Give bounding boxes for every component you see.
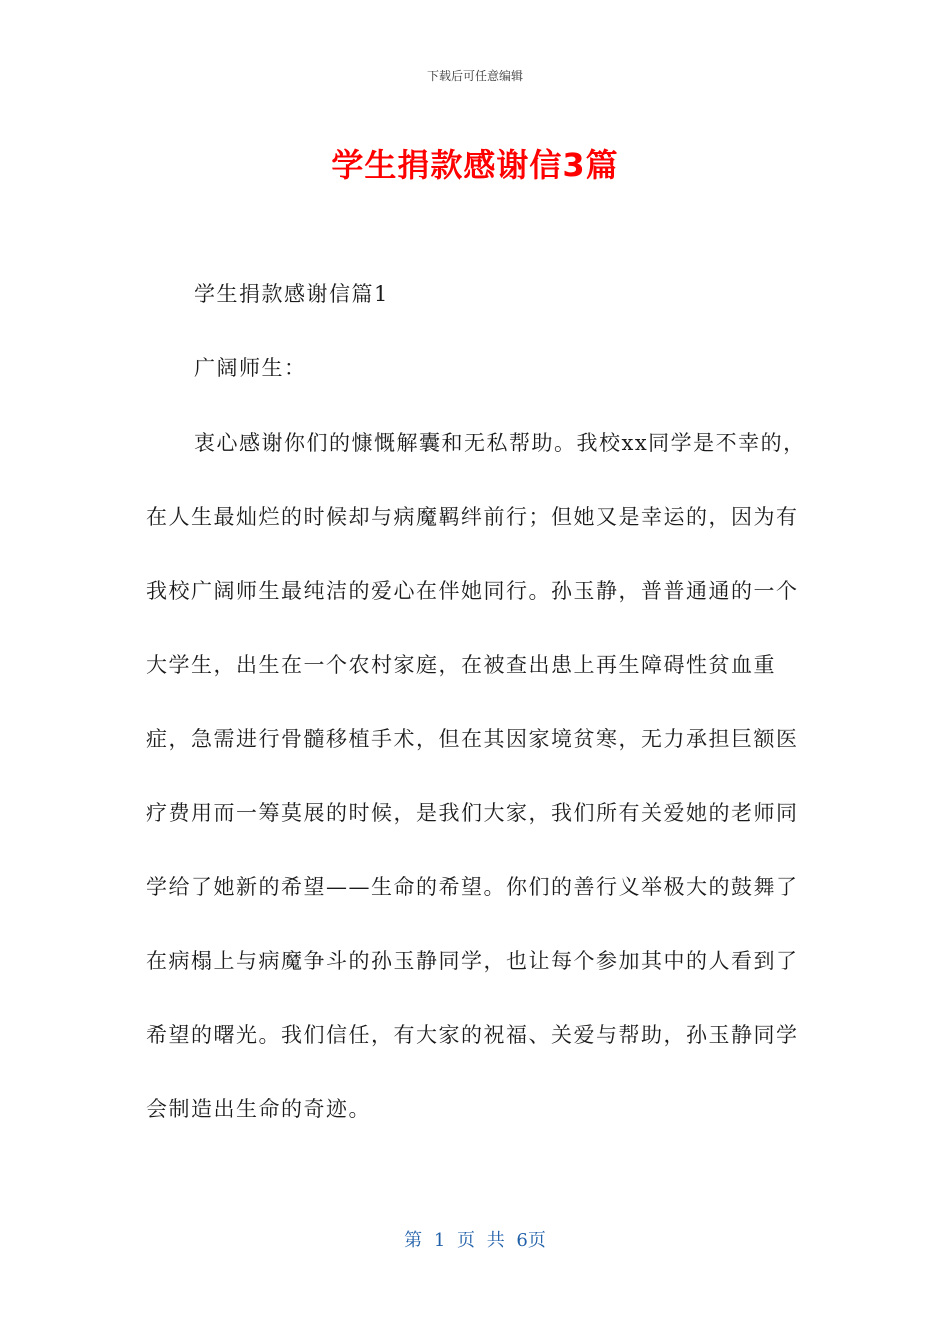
salutation: 广阔师生： — [194, 356, 307, 380]
document-title: 学生捐款感谢信3篇 — [331, 146, 619, 184]
page-footer: 第 1 页 共 6页 — [404, 1230, 546, 1251]
body-paragraph: 衷心感谢你们的慷慨解囊和无私帮助。我校xx同学是不幸的，在人生最灿烂的时候却与病魔羁绊前行；但她又是幸运的，因为有我校广阔师生最纯洁的爱心在伴她同行。孙玉静，普普通通的一个大学生，出生在一个农村家庭，在被查出患上再生障碍性贫血重症，急需进行骨髓移植手术，但在其因家境贫寒，无力承担巨额医疗费用而一筹莫展的时候，是我们大家，我们所有关爱她的老师同学给了她新的希望——生命的希望。你们的善行义举极大的鼓舞了在病榻上与病魔争斗的孙玉静同学，也让每个参加其中的人看到了希望的曙光。我们信任，有大家的祝福、关爱与帮助，孙玉静同学会制造出生命的奇迹。 — [146, 431, 806, 1121]
section-heading: 学生捐款感谢信篇1 — [194, 282, 389, 306]
document-body — [146, 276, 806, 1146]
header-note: 下载后可任意编辑 — [426, 69, 523, 83]
